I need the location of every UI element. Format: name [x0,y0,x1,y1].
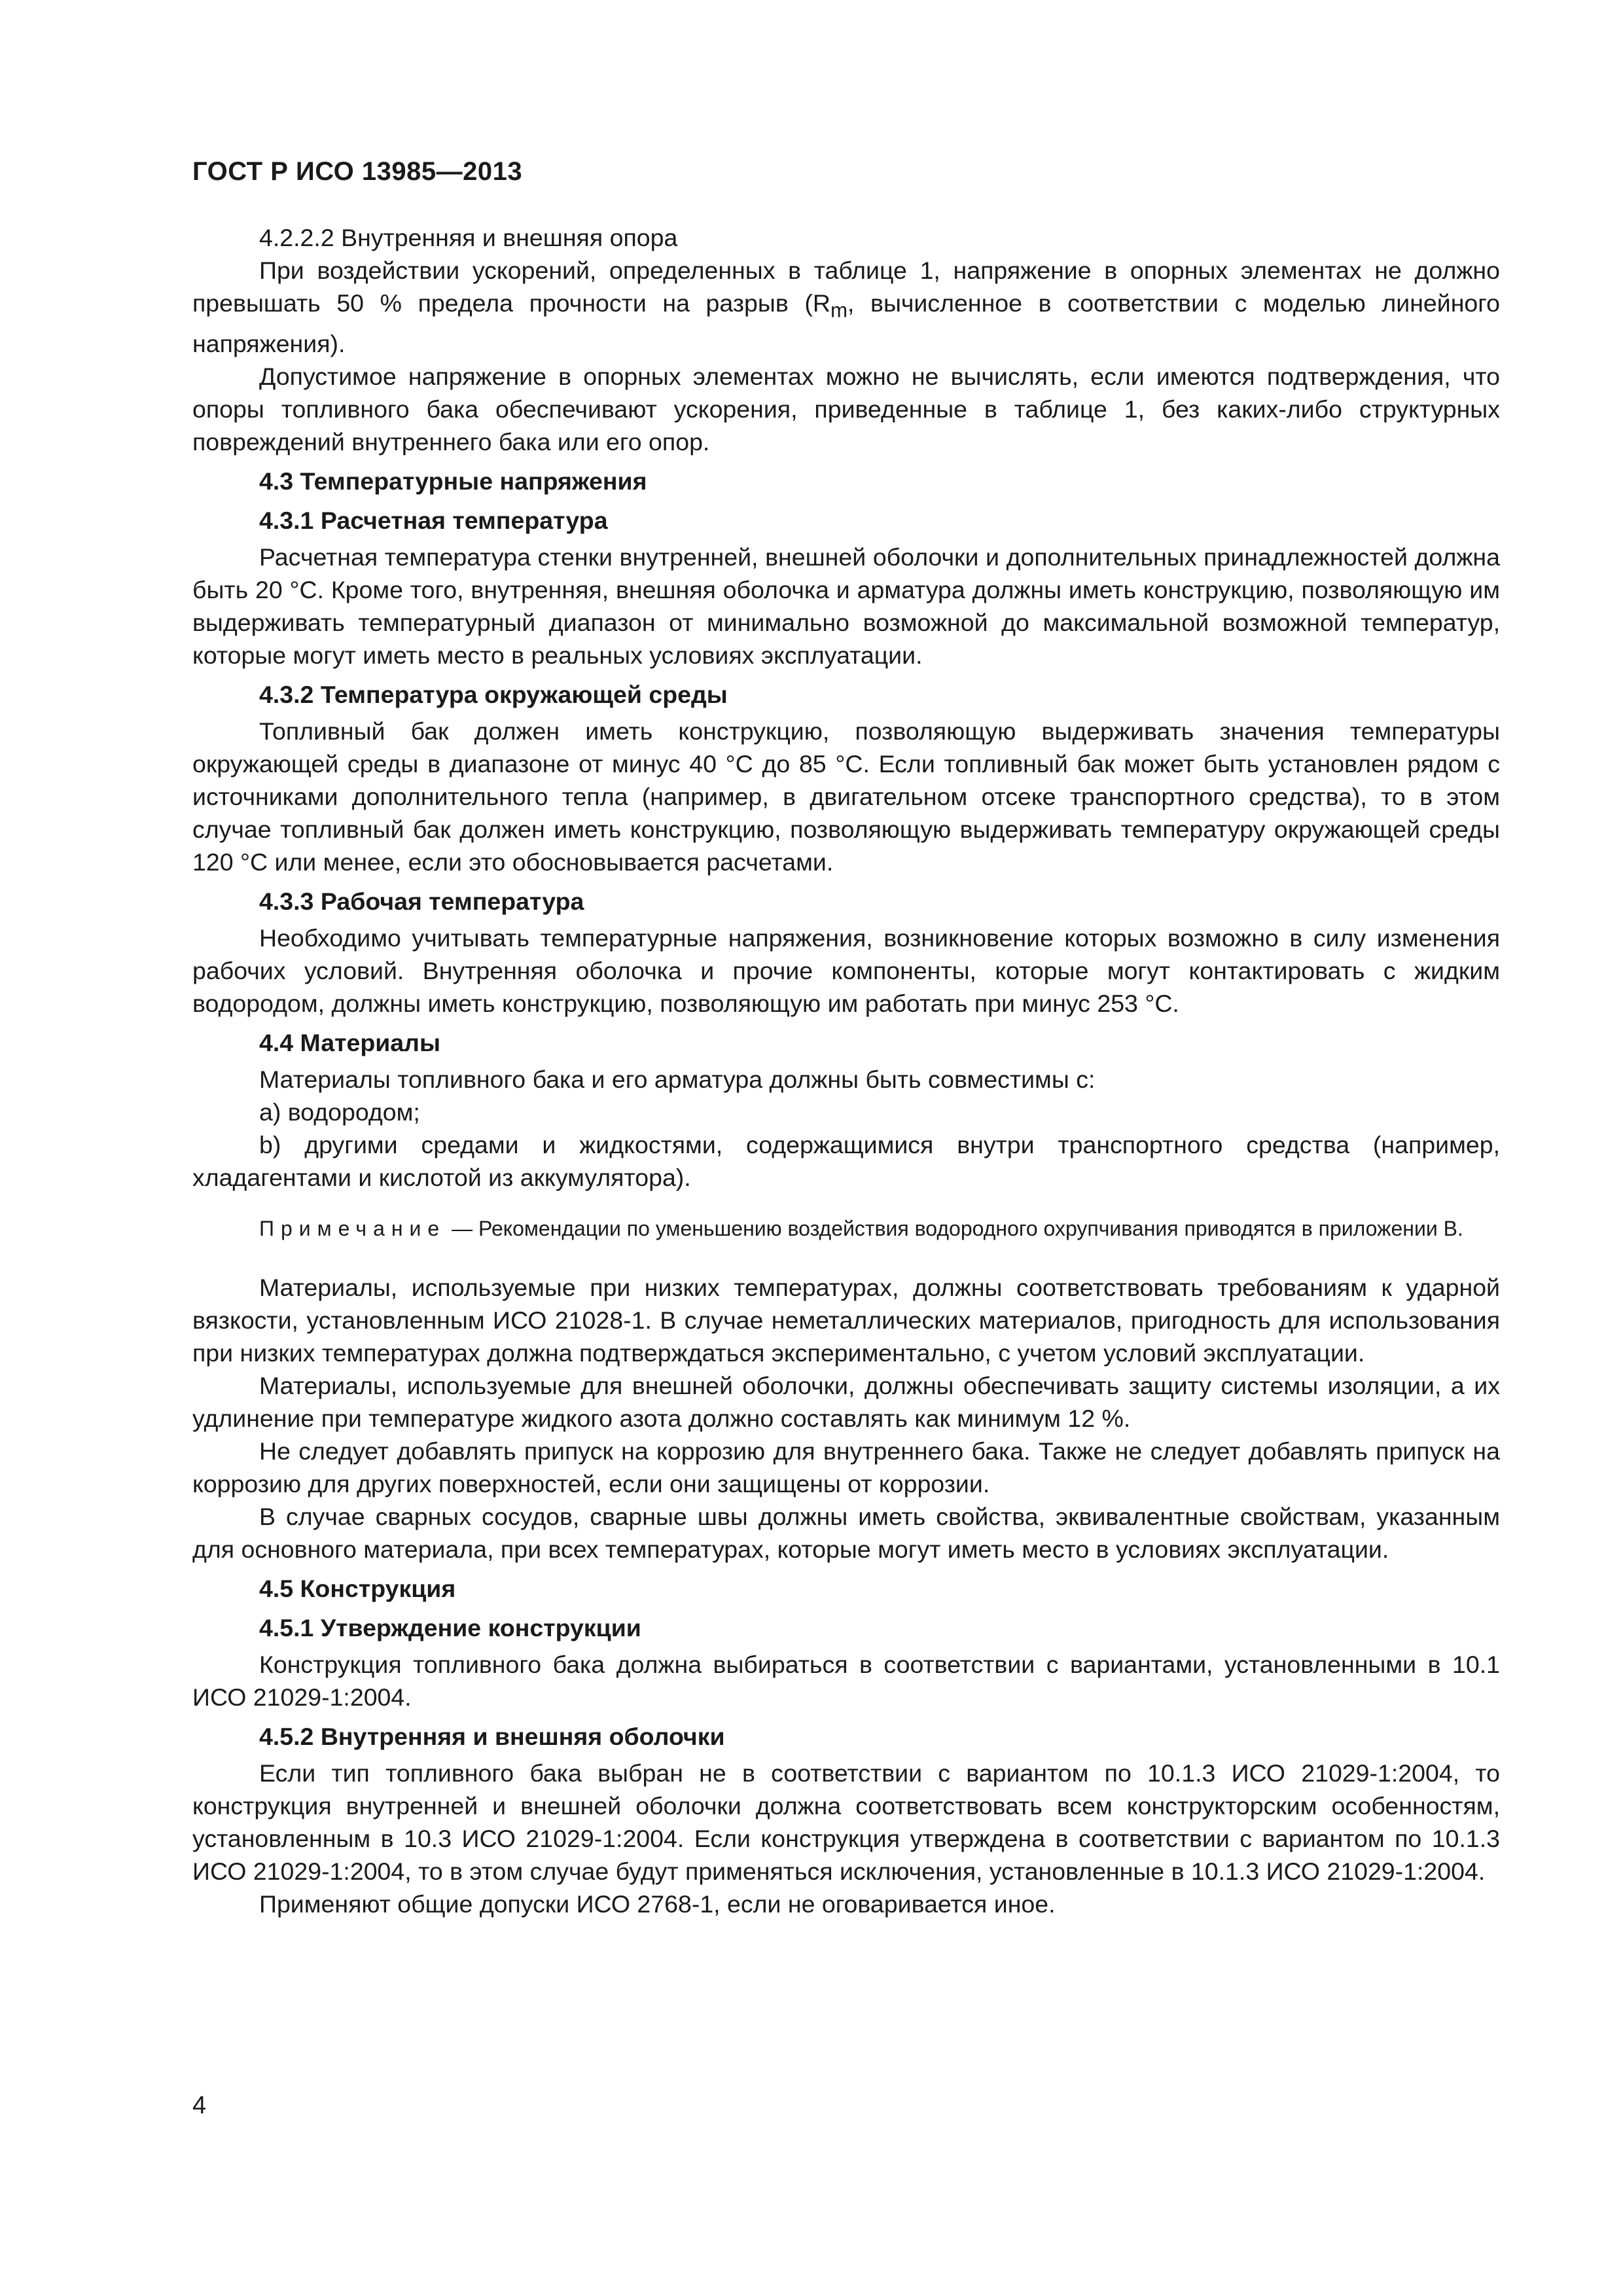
section-heading-4-5: 4.5 Конструкция [259,1574,456,1602]
section-heading-4-3: 4.3 Температурные напряжения [259,467,647,495]
document-header: ГОСТ Р ИСО 13985—2013 [192,157,523,186]
paragraph: Материалы, используемые для внешней оболочки, должны обеспечивать защиту системы изоляции, а их удлинение при температуре жидкого азота должно составлять как минимум 12 %. [192,1371,1500,1432]
paragraph: Конструкция топливного бака должна выбираться в соответствии с вариантами, установленными в 10.1 ИСО 21029-1:2004. [192,1650,1500,1711]
list-item-a: a) водородом; [259,1098,420,1126]
text: , вычисленное в соответствии с моделью линейного напряжения). [192,289,1500,357]
paragraph: Применяют общие допуски ИСО 2768-1, если не оговаривается иное. [259,1890,1056,1918]
text: При воздействии ускорений, определенных в таблице 1, напряжение в опорных элементах не должно превышать 50 % предела прочности на разрыв (R [192,257,1500,317]
paragraph [192,254,1500,360]
paragraph: Расчетная температура стенки внутренней, внешней оболочки и дополнительных принадлежностей должна быть 20 °С. Кроме того, внутренняя, внешняя оболочка и арматура должны иметь конструкцию, позволяющую им выдерживать температурный диапазон от минимально возможной до максимальной возможной температур, которые могут иметь место в реальных условиях эксплуатации. [192,543,1500,669]
section-heading-4-3-2: 4.3.2 Температура окружающей среды [259,680,728,708]
paragraph: Материалы топливного бака и его арматура должны быть совместимы с: [259,1065,1096,1093]
list-item-b: b) другими средами и жидкостями, содержащимися внутри транспортного средства (например, хладагентами и кислотой из аккумулятора). [192,1130,1500,1191]
note [192,1213,1500,1244]
paragraph: Материалы, используемые при низких температурах, должны соответствовать требованиям к ударной вязкости, установленным ИСО 21028-1. В случае неметаллических материалов, пригодность для использования при низких температурах должна подтверждаться экспериментально, с учетом условий эксплуатации. [192,1273,1500,1367]
paragraph: Необходимо учитывать температурные напряжения, возникновение которых возможно в силу изменения рабочих условий. Внутренняя оболочка и прочие компоненты, которые могут контактировать с жидким водородом, должны иметь конструкцию, позволяющую им работать при минус 253 °С. [192,924,1500,1017]
section-heading-4-3-1: 4.3.1 Расчетная температура [259,506,608,534]
subscript: m [830,298,847,322]
paragraph: Допустимое напряжение в опорных элементах можно не вычислять, если имеются подтверждения, что опоры топливного бака обеспечивают ускорения, приведенные в таблице 1, без каких-либо структурных повреждений внутреннего бака или его опор. [192,362,1500,456]
document-body [192,221,1500,1920]
note-text: — Рекомендации по уменьшению воздействия водородного охрупчивания приводятся в приложении В. [446,1216,1463,1240]
clause-4-2-2-2-heading: 4.2.2.2 Внутренняя и внешняя опора [259,224,678,251]
page-number: 4 [192,2092,207,2119]
paragraph: Если тип топливного бака выбран не в соответствии с вариантом по 10.1.3 ИСО 21029-1:2004, то конструкция внутренней и внешней оболочки должна соответствовать всем конструкторским особенностям, установленным в 10.3 ИСО 21029-1:2004. Если конструкция утверждена в соответствии с вариантом по 10.1.3 ИСО 21029-1:2004, то в этом случае будут применяться исключения, установленные в 10.1.3 ИСО 21029-1:2004. [192,1759,1500,1885]
section-heading-4-5-2: 4.5.2 Внутренняя и внешняя оболочки [259,1722,725,1750]
section-heading-4-3-3: 4.3.3 Рабочая температура [259,887,584,915]
paragraph: Не следует добавлять припуск на коррозию для внутреннего бака. Также не следует добавлять припуск на коррозию для других поверхностей, если они защищены от коррозии. [192,1437,1500,1498]
paragraph: Топливный бак должен иметь конструкцию, позволяющую выдерживать значения температуры окружающей среды в диапазоне от минус 40 °С до 85 °С. Если топливный бак может быть установлен рядом с источниками дополнительного тепла (например, в двигательном отсеке транспортного средства), то в этом случае топливный бак должен иметь конструкцию, позволяющую выдерживать температуру окружающей среды 120 °С или менее, если это обосновывается расчетами. [192,717,1500,876]
section-heading-4-5-1: 4.5.1 Утверждение конструкции [259,1613,641,1641]
section-heading-4-4: 4.4 Материалы [259,1028,440,1056]
note-label: Примечание [259,1216,446,1240]
paragraph: В случае сварных сосудов, сварные швы должны иметь свойства, эквивалентные свойствам, указанным для основного материала, при всех температурах, которые могут иметь место в условиях эксплуатации. [192,1502,1500,1563]
